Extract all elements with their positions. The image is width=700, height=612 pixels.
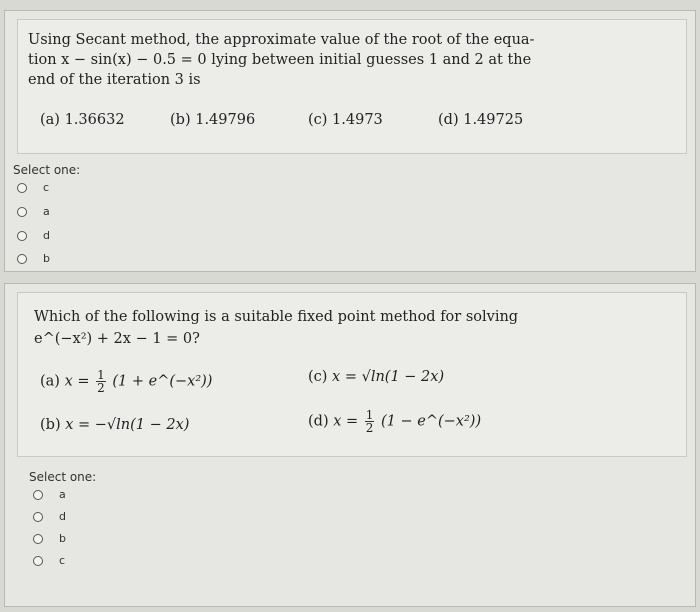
- option-b-tag: (b): [40, 417, 61, 433]
- option-d-body: (1 − e^(−x²)): [381, 413, 482, 430]
- question-2-text-box: [17, 292, 687, 457]
- question-1-option-b: [170, 112, 255, 128]
- radio-label: a: [59, 488, 66, 501]
- radio-label: b: [59, 532, 66, 545]
- question-2-radio-c[interactable]: [33, 554, 65, 567]
- question-1-text-box: [17, 19, 687, 154]
- option-a-lhs: x =: [64, 373, 90, 390]
- question-1-radio-c[interactable]: [17, 181, 49, 194]
- fraction-denominator: 2: [365, 421, 374, 435]
- question-1-option-a: [40, 112, 125, 128]
- question-1-line-3: end of the iteration 3 is: [28, 72, 201, 88]
- radio-button[interactable]: [33, 556, 43, 566]
- option-a-tag: (a): [40, 112, 60, 128]
- question-2-option-d: [308, 409, 481, 434]
- fraction-numerator: 1: [365, 408, 374, 422]
- radio-label: d: [43, 229, 50, 242]
- question-2-radio-d[interactable]: [33, 510, 66, 523]
- option-d-tag: (d): [308, 413, 329, 430]
- question-1-line-1: Using Secant method, the approximate value of the root of the equa-: [28, 32, 535, 48]
- option-c-tag: (c): [308, 369, 328, 385]
- question-1-option-c: [308, 112, 383, 128]
- question-1-radio-a[interactable]: [17, 205, 50, 218]
- option-b-expr: x = −√ln(1 − 2x): [65, 417, 190, 433]
- option-d-lhs: x =: [333, 413, 359, 430]
- question-2-radio-b[interactable]: [33, 532, 66, 545]
- option-a-body: (1 + e^(−x²)): [112, 373, 213, 390]
- question-1-card: [4, 10, 696, 272]
- radio-button[interactable]: [17, 207, 27, 217]
- question-2-option-c: [308, 369, 444, 385]
- option-d-tag: (d): [438, 112, 459, 128]
- radio-label: c: [59, 554, 66, 567]
- radio-label: a: [43, 205, 50, 218]
- option-d-value: 1.49725: [463, 112, 524, 128]
- radio-button[interactable]: [17, 254, 27, 264]
- question-1-radio-d[interactable]: [17, 229, 50, 242]
- option-b-value: 1.49796: [195, 112, 256, 128]
- option-a-tag: (a): [40, 373, 60, 390]
- option-c-expr: x = √ln(1 − 2x): [332, 369, 445, 385]
- question-2-line-2: e^(−x²) + 2x − 1 = 0?: [34, 331, 200, 347]
- question-2-select-label: Select one:: [29, 470, 97, 484]
- question-1-radio-b[interactable]: [17, 252, 50, 265]
- radio-button[interactable]: [17, 183, 27, 193]
- question-2-line-1: Which of the following is a suitable fixed point method for solving: [34, 309, 519, 325]
- question-2-option-b: [40, 417, 189, 433]
- option-d-fraction: [365, 409, 375, 434]
- option-a-fraction: [96, 369, 106, 394]
- radio-label: d: [59, 510, 66, 523]
- question-2-radio-a[interactable]: [33, 488, 66, 501]
- question-1-option-d: [438, 112, 523, 128]
- question-2-option-a: [40, 369, 212, 394]
- option-b-tag: (b): [170, 112, 191, 128]
- radio-button[interactable]: [33, 490, 43, 500]
- radio-button[interactable]: [33, 534, 43, 544]
- radio-button[interactable]: [33, 512, 43, 522]
- option-c-value: 1.4973: [332, 112, 383, 128]
- question-1-line-2: tion x − sin(x) − 0.5 = 0 lying between initial guesses 1 and 2 at the: [28, 52, 532, 68]
- fraction-denominator: 2: [97, 381, 105, 395]
- radio-label: b: [43, 252, 50, 265]
- question-1-select-label: Select one:: [13, 163, 81, 177]
- option-a-value: 1.36632: [64, 112, 125, 128]
- radio-button[interactable]: [17, 231, 27, 241]
- radio-label: c: [43, 181, 50, 194]
- fraction-numerator: 1: [97, 368, 105, 382]
- option-c-tag: (c): [308, 112, 328, 128]
- question-2-card: [4, 283, 696, 607]
